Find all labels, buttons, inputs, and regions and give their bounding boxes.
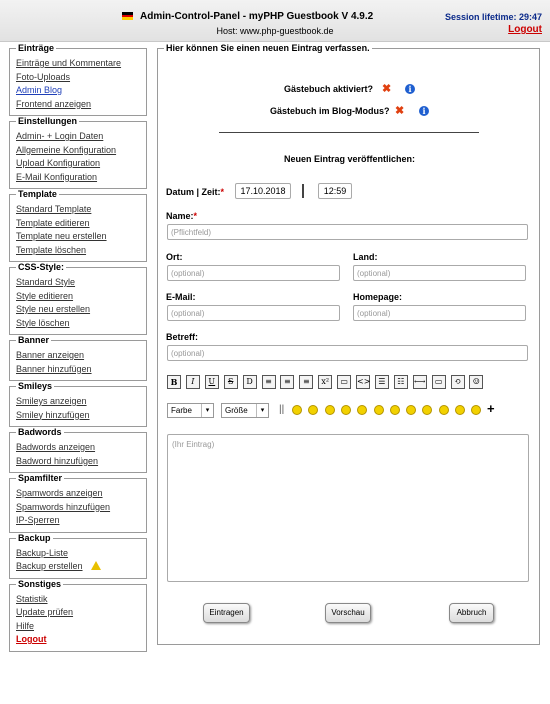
submit-button[interactable]: Eintragen <box>203 603 250 623</box>
sidebar-section-title: Sonstiges <box>18 578 62 589</box>
format-button-icon[interactable]: ☺ <box>469 375 483 389</box>
info-icon[interactable]: i <box>405 84 415 94</box>
sidebar-link[interactable]: Update prüfen <box>16 607 74 617</box>
sidebar-link[interactable]: Admin- + Login Daten <box>16 131 104 141</box>
format-button-icon[interactable]: ▭ <box>337 375 351 389</box>
sidebar-link[interactable]: Template neu erstellen <box>16 231 107 241</box>
smiley-icon[interactable] <box>422 405 432 415</box>
format-button-icon[interactable]: ☷ <box>394 375 408 389</box>
sidebar-link[interactable]: Badword hinzufügen <box>16 455 99 466</box>
german-flag-icon <box>122 12 133 20</box>
smiley-icon[interactable] <box>406 405 416 415</box>
homepage-label: Homepage: <box>353 292 403 302</box>
format-button-icon[interactable]: x² <box>318 375 332 389</box>
email-label: E-Mail: <box>166 292 196 302</box>
sidebar-section-title: Template <box>18 189 57 199</box>
smiley-icon[interactable] <box>357 405 367 415</box>
smiley-icon[interactable] <box>471 405 481 415</box>
betreff-label: Betreff: <box>166 332 199 342</box>
format-button-icon[interactable]: ≡ <box>280 375 294 389</box>
host-label: Host: www.php-guestbook.de <box>216 26 334 36</box>
sidebar-section-title: Banner <box>18 335 50 345</box>
format-button-icon[interactable]: ▭ <box>432 375 446 389</box>
sidebar-link[interactable]: Style neu erstellen <box>16 304 91 314</box>
sidebar-link[interactable]: Smileys anzeigen <box>16 396 87 406</box>
format-button-icon[interactable]: ⟲ <box>451 375 465 389</box>
sidebar-section-title: Smileys <box>18 381 53 391</box>
sidebar-section <box>9 427 147 473</box>
smiley-icon[interactable] <box>390 405 400 415</box>
entry-textarea[interactable]: (Ihr Eintrag) <box>167 434 529 582</box>
homepage-field[interactable]: (optional) <box>353 305 526 321</box>
sidebar-link[interactable]: Backup-Liste <box>16 547 69 558</box>
disabled-x-icon[interactable]: ✖ <box>395 105 405 117</box>
smiley-icon[interactable] <box>374 405 384 415</box>
smiley-icon[interactable] <box>292 405 302 415</box>
format-button-icon[interactable]: ⟷ <box>413 375 427 389</box>
sidebar-link[interactable]: E-Mail Konfiguration <box>16 171 98 182</box>
sidebar-link[interactable]: Backup erstellen <box>16 561 83 571</box>
format-button-icon[interactable]: D <box>243 375 257 389</box>
land-label: Land: <box>353 252 378 262</box>
sidebar-link[interactable]: Spamwords anzeigen <box>16 488 103 498</box>
format-button-icon[interactable]: I <box>186 375 200 389</box>
smiley-icon[interactable] <box>455 405 465 415</box>
sidebar-link[interactable]: Frontend anzeigen <box>16 98 92 109</box>
preview-button[interactable]: Vorschau <box>325 603 371 623</box>
sidebar-section <box>9 189 147 262</box>
sidebar <box>9 43 147 657</box>
name-label: Name:* <box>166 211 198 221</box>
time-field[interactable]: 12:59 <box>318 183 352 199</box>
sidebar-link[interactable]: Statistik <box>16 593 48 604</box>
format-button-icon[interactable]: S <box>224 375 238 389</box>
land-field[interactable]: (optional) <box>353 265 526 281</box>
sidebar-link[interactable]: Foto-Uploads <box>16 71 71 82</box>
format-button-icon[interactable]: <> <box>356 375 370 389</box>
sidebar-link[interactable]: Logout <box>16 634 47 644</box>
sidebar-link[interactable]: Style löschen <box>16 317 70 328</box>
sidebar-section <box>9 578 147 652</box>
guestbook-active-label: Gästebuch aktiviert? <box>284 84 374 94</box>
format-button-icon[interactable]: ≡ <box>299 375 313 389</box>
format-button-icon[interactable]: U <box>205 375 219 389</box>
sidebar-link[interactable]: Style editieren <box>16 290 74 301</box>
format-button-icon[interactable]: B <box>167 375 181 389</box>
sidebar-section-title: Einträge <box>18 43 55 53</box>
sidebar-link[interactable]: Spamwords hinzufügen <box>16 501 111 512</box>
sidebar-section <box>9 473 147 533</box>
info-icon[interactable]: i <box>419 106 429 116</box>
sidebar-link[interactable]: IP-Sperren <box>16 515 60 525</box>
smiley-icon[interactable] <box>439 405 449 415</box>
sidebar-section <box>9 532 147 579</box>
sidebar-link[interactable]: Admin Blog <box>16 85 63 95</box>
add-smiley-icon[interactable]: + <box>487 401 495 416</box>
date-time-label: Datum | Zeit:* <box>166 187 225 197</box>
sidebar-link[interactable]: Standard Template <box>16 204 92 214</box>
sidebar-section <box>9 43 147 116</box>
size-select[interactable]: Größe ▾ <box>221 403 269 418</box>
warning-icon <box>91 561 101 570</box>
panel-legend: Hier können Sie einen neuen Eintrag verfassen. <box>166 43 370 53</box>
sidebar-link[interactable]: Upload Konfiguration <box>16 158 101 168</box>
sidebar-link[interactable]: Badwords anzeigen <box>16 442 96 452</box>
ort-label: Ort: <box>166 252 183 262</box>
blog-mode-label: Gästebuch im Blog-Modus? <box>270 106 390 116</box>
cancel-button[interactable]: Abbruch <box>449 603 494 623</box>
section-heading: Neuen Eintrag veröffentlichen: <box>283 154 416 164</box>
logout-link-top[interactable]: Logout <box>508 24 542 35</box>
session-lifetime: Session lifetime: 29:47 <box>444 12 542 22</box>
smiley-icon[interactable] <box>308 405 318 415</box>
sidebar-section-title: Spamfilter <box>18 473 63 483</box>
sidebar-link[interactable]: Template löschen <box>16 244 87 255</box>
sidebar-link[interactable]: Banner anzeigen <box>16 350 85 360</box>
sidebar-section-title: CSS-Style: <box>18 262 65 272</box>
sidebar-section-title: Einstellungen <box>18 116 78 126</box>
date-time-separator <box>302 184 304 198</box>
sidebar-link[interactable]: Allgemeine Konfiguration <box>16 144 117 155</box>
disabled-x-icon[interactable]: ✖ <box>382 83 392 95</box>
sidebar-link[interactable]: Hilfe <box>16 620 35 631</box>
sidebar-section <box>9 116 147 189</box>
color-select[interactable]: Farbe ▾ <box>167 403 214 418</box>
smiley-icon[interactable] <box>341 405 351 415</box>
sidebar-section <box>9 262 147 335</box>
date-field[interactable]: 17.10.2018 <box>235 183 291 199</box>
sidebar-section-title: Badwords <box>18 427 62 437</box>
email-field[interactable]: (optional) <box>167 305 340 321</box>
sidebar-link[interactable]: Einträge und Kommentare <box>16 58 122 68</box>
format-button-icon[interactable]: ≡ <box>262 375 276 389</box>
sidebar-link[interactable]: Template editieren <box>16 217 90 228</box>
sidebar-section <box>9 335 147 381</box>
divider <box>219 132 479 133</box>
sidebar-section-title: Backup <box>18 532 51 543</box>
sidebar-link[interactable]: Standard Style <box>16 277 76 287</box>
ort-field[interactable]: (optional) <box>167 265 340 281</box>
name-field[interactable]: (Pflichtfeld) <box>167 224 528 240</box>
toolbar-separator: || <box>279 404 285 415</box>
smiley-icon[interactable] <box>325 405 335 415</box>
sidebar-link[interactable]: Banner hinzufügen <box>16 363 92 374</box>
betreff-field[interactable]: (optional) <box>167 345 528 361</box>
sidebar-section <box>9 381 147 427</box>
new-entry-panel <box>157 43 540 645</box>
header-bar <box>0 0 550 42</box>
format-button-icon[interactable]: ☰ <box>375 375 389 389</box>
page-title: Admin-Control-Panel - myPHP Guestbook V 4.9.2 <box>140 11 374 22</box>
sidebar-link[interactable]: Smiley hinzufügen <box>16 409 90 420</box>
